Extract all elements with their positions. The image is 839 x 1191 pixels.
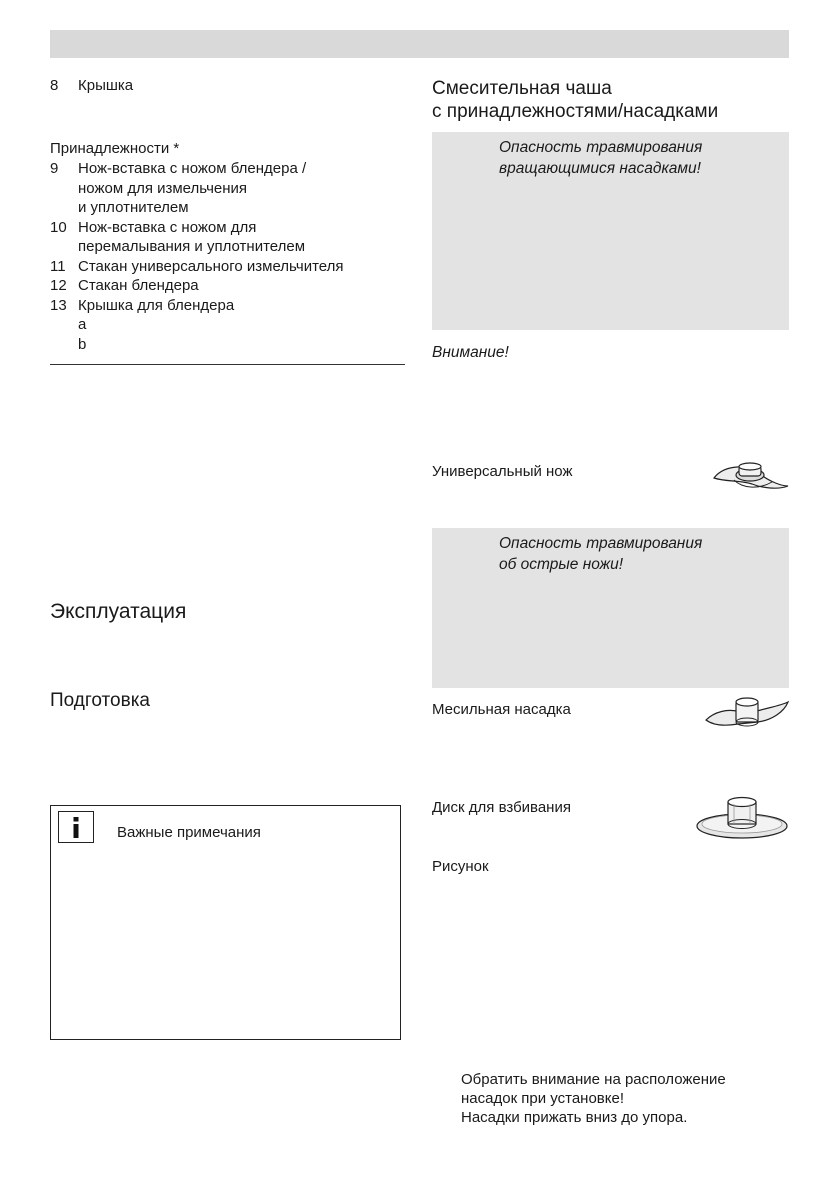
warning-line1: Опасность травмирования	[499, 535, 703, 552]
universal-knife-label: Универсальный нож	[432, 463, 573, 480]
item-number: 8	[50, 77, 59, 94]
accessory-item-10	[50, 218, 410, 257]
item-number: 9	[50, 160, 59, 177]
warning-line1: Опасность травмирования	[499, 139, 703, 156]
parts-list-item-8	[50, 76, 405, 96]
section-divider	[50, 364, 405, 365]
item-line: перемалывания и уплотнителем	[78, 238, 306, 255]
item-line: b	[78, 335, 87, 353]
preparation-heading: Подготовка	[50, 690, 151, 711]
accessories-list	[50, 159, 410, 354]
item-number: 12	[50, 277, 67, 294]
accessory-item-a	[50, 315, 410, 335]
item-number	[50, 315, 78, 335]
accessory-item-b	[50, 335, 410, 355]
item-line: Крышка для блендера	[78, 296, 235, 314]
kneading-attachment-label: Месильная насадка	[432, 701, 571, 718]
item-number: 10	[50, 218, 67, 236]
universal-knife-icon	[712, 458, 790, 494]
attention-label: Внимание!	[432, 344, 509, 361]
important-notes-title: Важные примечания	[117, 824, 261, 841]
note-line2: насадок при установке!	[461, 1090, 625, 1107]
page-header-bar	[50, 30, 789, 58]
bowl-heading-line2: с принадлежностями/насадками	[432, 101, 719, 122]
whisk-disc-label: Диск для взбивания	[432, 799, 571, 816]
item-number: 11	[50, 257, 66, 275]
item-line: Нож-вставка с ножом блендера /	[78, 160, 307, 177]
accessories-heading: Принадлежности *	[50, 140, 180, 157]
accessory-item-11	[50, 257, 410, 277]
warning-line2: вращающимися насадками!	[499, 160, 701, 177]
whisk-disc-icon	[694, 794, 790, 842]
warning-box-rotating	[432, 132, 789, 330]
info-icon	[58, 811, 94, 843]
item-number	[50, 335, 78, 355]
accessory-item-12	[50, 276, 410, 296]
item-line: Стакан универсального измельчителя	[78, 257, 344, 275]
item-line: a	[78, 316, 87, 333]
warning-line2: об острые ножи!	[499, 556, 624, 573]
item-label: Крышка	[78, 77, 134, 94]
item-line: и уплотнителем	[78, 199, 189, 216]
important-notes-box	[50, 805, 401, 1040]
operation-heading: Эксплуатация	[50, 600, 187, 623]
item-line: Нож-вставка с ножом для	[78, 218, 257, 236]
note-line1: Обратить внимание на расположение	[461, 1071, 726, 1088]
item-line: Стакан блендера	[78, 277, 199, 294]
item-number: 13	[50, 296, 67, 314]
accessory-item-9	[50, 159, 410, 218]
figure-label: Рисунок	[432, 858, 489, 875]
installation-note	[461, 1070, 726, 1127]
warning-box-sharp-knives	[432, 528, 789, 688]
item-line: ножом для измельчения	[78, 179, 248, 197]
bowl-heading-line1: Смесительная чаша	[432, 78, 612, 99]
accessory-item-13	[50, 296, 410, 316]
note-line3: Насадки прижать вниз до упора.	[461, 1109, 688, 1126]
kneading-attachment-icon	[704, 694, 790, 734]
